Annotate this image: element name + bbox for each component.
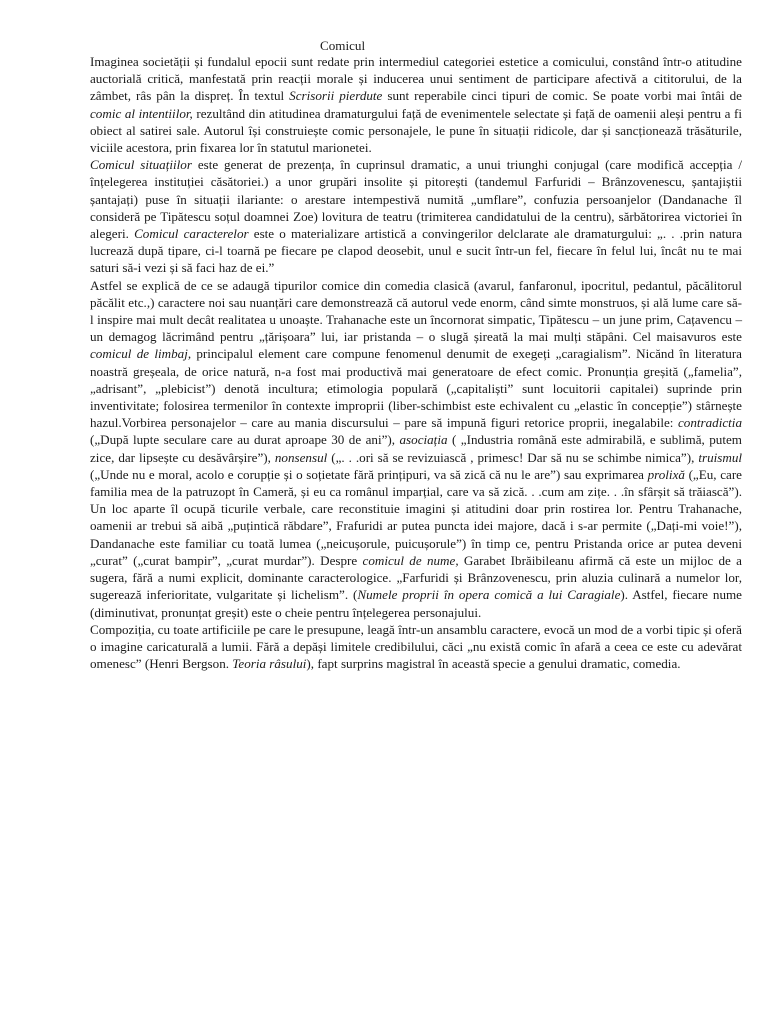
text-run: este o materializare artistică a convingerilor delclarate ale dramaturgului: „. . .prin natura lucrează după tipare, ci-l toarnă pe fiecare pe clapod deosebit, unul e sucit într-un fel, fiecare în felul lui, încât nu te mai saturi să-i vezi și să faci haz de ei.” xyxy=(90,226,743,276)
italic-text-run: asociația xyxy=(399,432,448,448)
document-body xyxy=(90,53,742,672)
paragraph-comic-situations xyxy=(90,156,742,276)
italic-text-run: Comicul situațiilor xyxy=(90,157,192,173)
text-run: Astfel se explică de ce se adaugă tipurilor comice din comedia clasică (avarul, fanfaronul, ipocritul, pedantul, păcălitorul păcălit etc.,) caractere noi sau nuanțări care demonstrează că autorul vede enorm, când simte monstruos, și ală lume care să-l inspire mai mult decât realitatea u unoaște. Trahanache este un încornorat simpatic, Tipătescu – un june prim, Cațavencu – un demagog lăcrimând pentru „țărișoara” lui, iar pristanda – o slugă șireată la mai mulți stăpâni. Cel maisavuros este xyxy=(90,277,742,345)
text-run: ), fapt surprins magistral în această specie a genului dramatic, comedia. xyxy=(306,656,681,672)
italic-text-run: Scrisorii pierdute xyxy=(289,88,383,104)
text-run: sunt reperabile cinci tipuri de comic. Se poate vorbi mai întâi de xyxy=(382,88,742,104)
italic-text-run: Numele proprii în opera comică a lui Caragiale xyxy=(357,587,621,603)
document-title: Comicul xyxy=(320,38,366,53)
italic-text-run: comicul de nume, xyxy=(362,552,459,568)
italic-text-run: Comicul caracterelor xyxy=(134,226,249,242)
paragraph-intro xyxy=(90,53,742,156)
text-run: („. . .ori să se revizuiască , primesc! Dar să nu se schimbe nimica”), xyxy=(327,449,699,465)
text-run: Compoziția, cu toate artificiile pe care le presupune, leagă într-un ansamblu caractere, evocă un mod de a vorbi tipic și oferă o imagine caricaturală a lumii. Fără a depăși limitele credibilului, căci „nu există comic în afară a ceea ce este cu adevărat omenesc” (Henri Bergson. xyxy=(90,621,742,672)
text-run: Imaginea societății și fundalul epocii sunt redate prin intermediul categoriei estetice a comicului, constând într-o atitudine auctorială critică, manfestată prin reacții morale și inducerea unui sentiment de participare afectivă a cititorului, de la zâmbet, râs pân la dispreț. În textul xyxy=(90,54,742,104)
text-run: ). Astfel, fiecare nume (diminutivat, pronunțat greșit) este o cheie pentru înțelegerea personajului. xyxy=(90,587,742,620)
text-run: rezultând din atitudinea dramaturgului față de evenimentele selectate și față de oamenii aleși pentru a fi obiect al satirei sale. Autorul își construiește comic personajele, le pune în situații ridicole, dar și sancționează trăsăturile, viciile acestora, prin fixarea lor în statutul marionetei. xyxy=(90,105,742,156)
italic-text-run: prolixă xyxy=(647,466,685,482)
text-run: ( „Industria română este admirabilă, e sublimă, putem zice, dar lipsește cu desăvârșire”), xyxy=(90,432,742,465)
text-run: („După lupte seculare care au durat aproape 30 de ani”), xyxy=(90,432,400,448)
italic-text-run: truismul xyxy=(698,449,742,465)
text-run: este generat de prezența, în cuprinsul dramatic, a unui triunghi conjugal (care modifică accepția / înțelegerea instituției căsătoriei.) a unor grupări insolite și pitorești (tandemul Farfuridi – Brânzovenescu, șantajiștii șantajați) puse în situații ilariante: o arestare intempestivă numită „umflare”, confuzia persoanjelor (Dandanache îl consideră pe Tipătescu soțul doamnei Zoe) lovitura de teatru (trimiterea candidatului de la centru), sărbătorirea victoriei în alegeri. xyxy=(90,157,742,242)
text-run: Garabet Ibrăibileanu afirmă că este un mijloc de a sugera, fără a numi explicit, dominante caracterologice. „Farfuridi și Brânzovenescu, prin aluzia culinară a numelor lor, sugerează inferioritate, vulgaritate și lichelism”. ( xyxy=(90,552,742,603)
text-run: („Eu, care familia mea de la patruzopt în Cameră, și eu ca românul imparțial, care va să zică. . .cum am zițe. . .în sfârșit să trăiască”). Un loc aparte îl ocupă ticurile verbale, care reconstituie imagini și atitudini doar prin rostirea lor. Pentru Trahanache, oamenii ar trebui să aibă „puțintică răbdare”, Frafuridi ar putea puncta idei majore, dacă i s-ar permite („Dați-mi voie!”), Dandanache este familiar cu toată lumea („neicușorule, puicușorule”) în timp ce, pentru Pristanda orice ar putea deveni „curat” („curat bampir”, „curat murdar”). Despre xyxy=(90,466,742,568)
italic-text-run: nonsensul xyxy=(274,449,328,465)
italic-text-run: comic al intentiilor, xyxy=(90,105,193,121)
italic-text-run: Teoria râsului xyxy=(232,656,307,672)
italic-text-run: comicul de limbaj, xyxy=(90,346,192,362)
text-run: principalul element care compune fenomenul denumit de exegeți „caragialism”. Nicănd în literatura noastră greșeala, de orice natură, n-a fost mai productivă mai generatoare de efect comic. Pronunția greșită („famelia”, „adrisant”, „plebicist”) denotă incultura; etimologia populară („capitaliști” sunt locuitorii capitalei) suprinde prin inventivitate; folosirea termenilor în contexte improprii (liber-schimbist este echivalent cu „elastic în concepție”) stârnește hazul.Vorbirea personajelor – care au mania discursului – pare să impună figuri retorice proprii, inegalabile: xyxy=(90,346,742,431)
paragraph-conclusion xyxy=(90,621,742,673)
paragraph-comic-language xyxy=(90,277,742,621)
italic-text-run: contradictia xyxy=(677,415,742,431)
text-run: („Unde nu e moral, acolo e corupție și o soțietate fără prințipuri, va să zică că nu le are”) sau exprimarea xyxy=(90,466,648,482)
